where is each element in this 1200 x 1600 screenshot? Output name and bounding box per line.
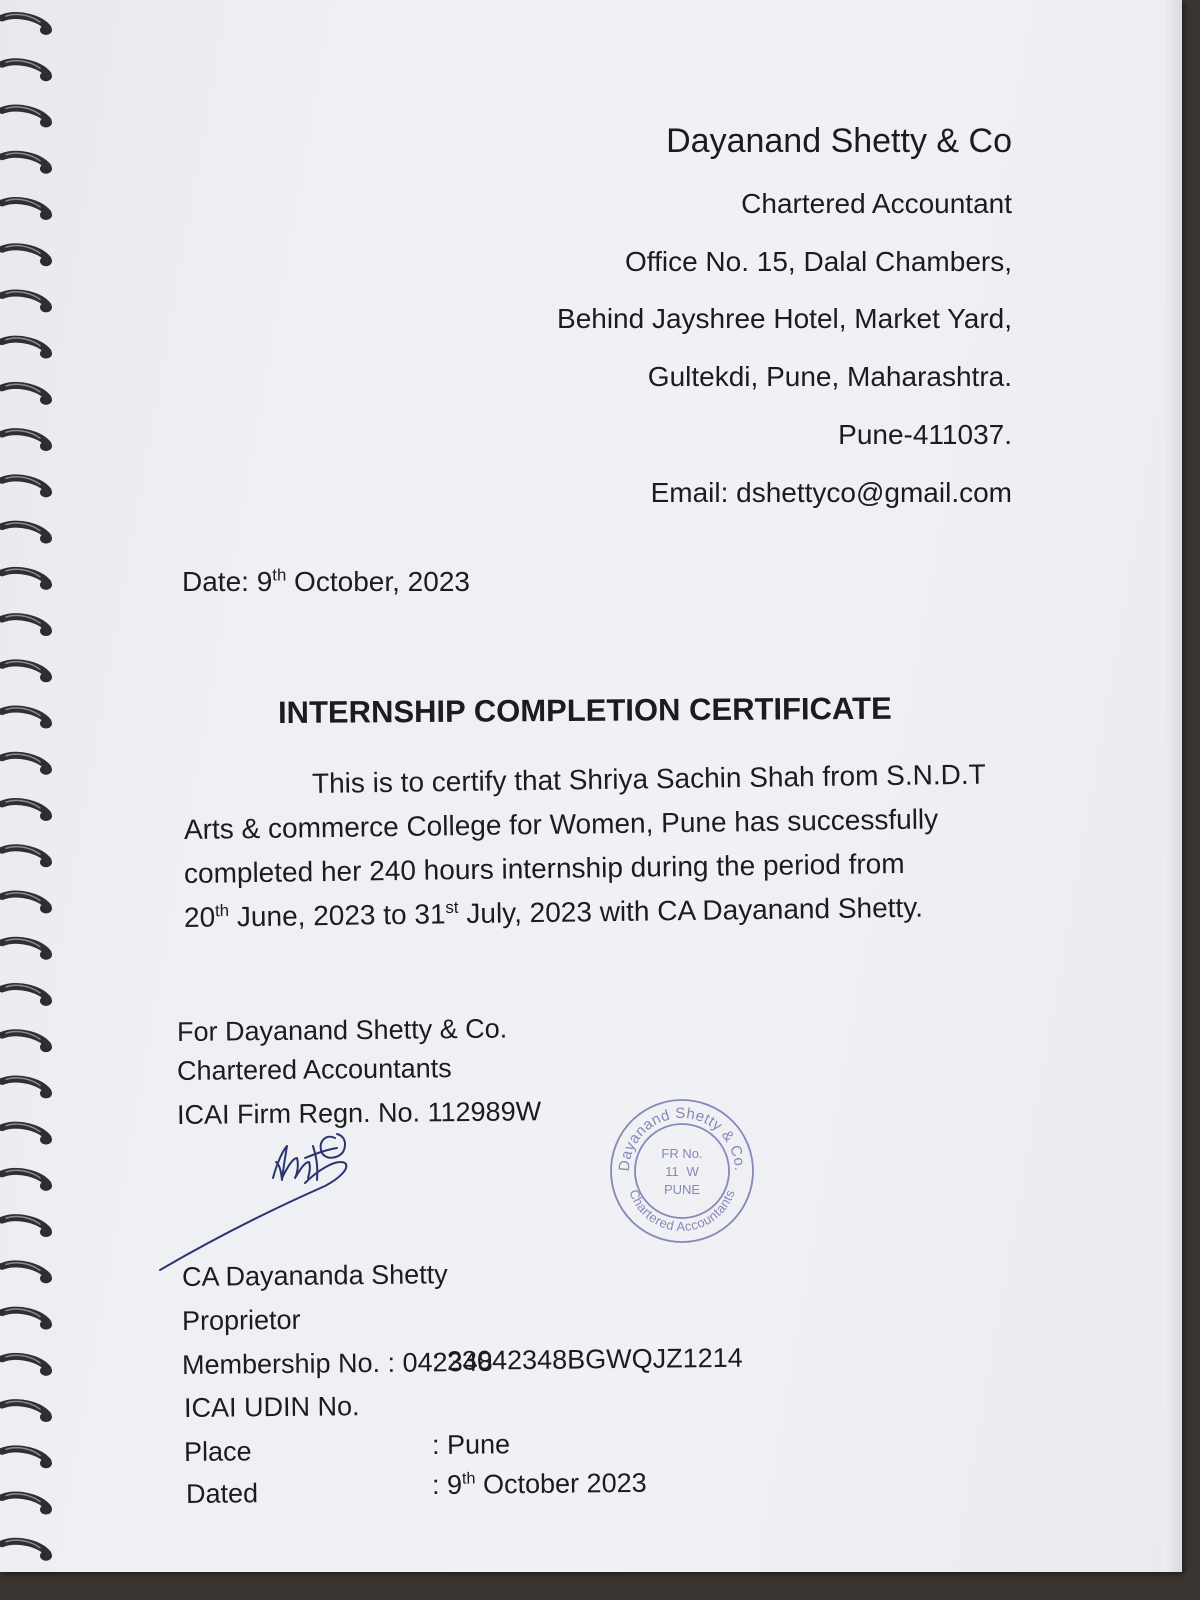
spiral-coil (2, 847, 52, 868)
spiral-coil (2, 662, 52, 683)
spiral-coil (2, 1078, 52, 1099)
spiral-coil (2, 1170, 52, 1191)
stamp-line-1: FR No. (661, 1146, 703, 1161)
dated-label: Dated (185, 1478, 259, 1509)
spiral-coil (2, 431, 52, 452)
spiral-coil (2, 292, 52, 313)
spiral-coil (2, 800, 52, 821)
date-rest: October, 2023 (286, 566, 470, 597)
spiral-coil (2, 569, 52, 590)
dated-value (432, 1468, 647, 1501)
start-day: 20 (183, 901, 216, 933)
for-firm-line: For Dayanand Shetty & Co. (176, 1013, 508, 1047)
spiral-coil (2, 939, 52, 960)
address-line-2: Behind Jayshree Hotel, Market Yard, (557, 303, 1012, 334)
stamp-line-3: PUNE (663, 1182, 701, 1197)
stamp-ring-text-top: Dayanand Shetty & Co. (615, 1104, 749, 1172)
firm-name: Dayanand Shetty & Co (666, 122, 1012, 160)
spiral-coil (2, 61, 52, 82)
date-suffix: th (272, 565, 287, 585)
spiral-coil (2, 1494, 52, 1515)
spiral-coil (2, 14, 52, 35)
stamp-line-2: 11 W (665, 1164, 699, 1179)
spiral-binding (0, 0, 72, 1572)
firm-registration-number: ICAI Firm Regn. No. 112989W (176, 1096, 542, 1130)
body-line-2: Arts & commerce College for Women, Pune has successfully (183, 803, 939, 845)
firm-designation: Chartered Accountant (741, 188, 1012, 219)
spiral-coil (2, 754, 52, 775)
spiral-coil (2, 1448, 52, 1469)
spiral-coil (2, 1217, 52, 1238)
certificate-title: INTERNSHIP COMPLETION CERTIFICATE (277, 690, 892, 730)
udin-label: ICAI UDIN No. (183, 1391, 360, 1423)
membership-number: Membership No. : 042348 (181, 1346, 493, 1380)
body-line-4 (184, 892, 923, 934)
certificate-date (182, 566, 470, 598)
start-day-suffix: th (214, 901, 230, 921)
spiral-coil (2, 1263, 52, 1284)
spiral-coil (2, 1355, 52, 1376)
spiral-coil (2, 523, 52, 544)
page-edge (1164, 0, 1182, 1572)
udin-value: : 23042348BGWQJZ1214 (431, 1342, 743, 1376)
body-line-1: This is to certify that Shriya Sachin Shah from S.N.D.T (311, 758, 986, 799)
dated-day: : 9 (431, 1469, 463, 1500)
signatory-designation: Chartered Accountants (176, 1053, 452, 1086)
place-value: : Pune (431, 1429, 511, 1460)
spiral-coil (2, 477, 52, 498)
spiral-coil (2, 1401, 52, 1422)
firm-seal-stamp (607, 1096, 757, 1246)
spiral-coil (2, 107, 52, 128)
spiral-coil (2, 985, 52, 1006)
stamp-ring-text-bottom: Chartered Accountants (626, 1187, 738, 1235)
dated-rest: October 2023 (475, 1467, 647, 1500)
spiral-coil (2, 338, 52, 359)
place-label: Place (183, 1436, 252, 1467)
spiral-coil (2, 153, 52, 174)
spiral-coil (2, 246, 52, 267)
spiral-coil (2, 384, 52, 405)
spiral-coil (2, 199, 52, 220)
end-day-suffix: st (445, 897, 459, 918)
address-line-1: Office No. 15, Dalal Chambers, (625, 246, 1012, 277)
spiral-coil (2, 1032, 52, 1053)
firm-email: Email: dshettyco@gmail.com (650, 477, 1012, 508)
dated-day-suffix: th (461, 1469, 476, 1488)
address-line-3: Gultekdi, Pune, Maharashtra. (647, 361, 1012, 392)
spiral-coil (2, 708, 52, 729)
address-pincode: Pune-411037. (838, 419, 1012, 450)
spiral-coil (2, 1540, 52, 1561)
spiral-coil (2, 1124, 52, 1145)
date-label: Date: 9 (182, 566, 273, 597)
period-end: July, 2023 with CA Dayanand Shetty. (458, 891, 924, 930)
signatory-name: CA Dayananda Shetty (181, 1259, 448, 1292)
signatory-title: Proprietor (181, 1304, 301, 1336)
spiral-coil (2, 1309, 52, 1330)
spiral-coil (2, 615, 52, 636)
period-middle: June, 2023 to 31 (228, 898, 446, 933)
body-line-3: completed her 240 hours internship during the period from (183, 847, 905, 889)
spiral-coil (2, 893, 52, 914)
